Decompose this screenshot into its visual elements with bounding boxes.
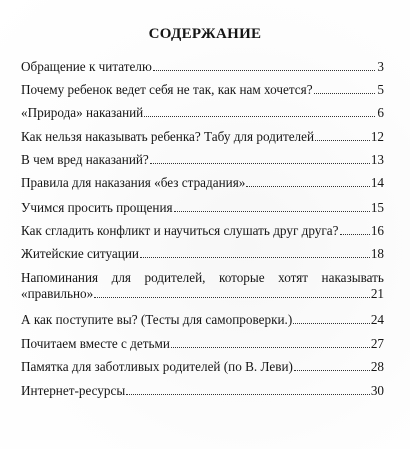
toc-entry-page: 30: [370, 383, 384, 398]
toc-entry: [21, 152, 384, 168]
dot-leader: [315, 139, 370, 141]
toc-entry: [21, 175, 384, 191]
toc-entry: [21, 82, 384, 98]
toc-entry-page: 5: [377, 82, 384, 97]
toc-entry: [21, 246, 384, 262]
toc-entry-page: 12: [370, 129, 384, 144]
toc-entry: [21, 223, 384, 239]
toc-entry-title: Интернет-ресурсы: [21, 383, 126, 398]
toc-entry: [21, 359, 384, 375]
toc-entry-multiline: [21, 270, 384, 302]
dot-leader: [171, 346, 370, 348]
toc-entry-title: Как сгладить конфликт и научиться слушать друг друга?: [21, 223, 339, 238]
toc-entry-title: В чем вред наказаний?: [21, 152, 149, 167]
toc-entry-page: 18: [370, 246, 384, 261]
toc-entry-page: 13: [370, 152, 384, 167]
toc-entry-title-line2: [21, 286, 384, 302]
dot-leader: [94, 296, 370, 298]
dot-leader: [153, 69, 375, 71]
toc-entry-title: А как поступите вы? (Тесты для самопроверки.): [21, 312, 293, 327]
toc-title: СОДЕРЖАНИЕ: [148, 26, 262, 42]
toc-entry-page: 27: [370, 336, 384, 351]
toc-entry-title: Учимся просить прощения: [21, 200, 173, 215]
dot-leader: [293, 322, 370, 324]
toc-entry-page: 14: [370, 175, 384, 190]
toc-entry-page: 15: [370, 200, 384, 215]
toc-entry-title-line1: [21, 270, 384, 286]
dot-leader: [150, 162, 370, 164]
toc-entry: [21, 129, 384, 145]
dot-leader: [140, 256, 370, 258]
toc-entry-title: «правильно»: [21, 286, 94, 301]
toc-entry-page: 3: [377, 59, 384, 74]
toc-entry-page: 24: [370, 312, 384, 327]
toc-word: Напоминания: [21, 270, 99, 285]
toc-word: которые: [218, 270, 265, 285]
toc-word: родителей,: [144, 270, 206, 285]
toc-word: наказывать: [321, 270, 384, 285]
dot-leader: [126, 393, 370, 395]
toc-entry: [21, 312, 384, 328]
toc-entry-title: Почитаем вместе с детьми: [21, 336, 170, 351]
toc-entry-page: 6: [377, 105, 384, 120]
dot-leader: [246, 185, 369, 187]
toc-entry-title: Как нельзя наказывать ребенка? Табу для родителей: [21, 129, 315, 144]
dot-leader: [294, 369, 370, 371]
toc-entry: [21, 336, 384, 352]
dot-leader: [340, 233, 370, 235]
toc-entry-title: Обращение к читателю: [21, 59, 152, 74]
toc-entry-title: Житейские ситуации: [21, 246, 139, 261]
dot-leader: [174, 210, 370, 212]
toc-entry-title: Правила для наказания «без страдания»: [21, 175, 246, 190]
toc-entry-page: 21: [370, 286, 384, 301]
toc-entry: [21, 59, 384, 75]
toc-entry: [21, 105, 384, 121]
toc-entry: [21, 383, 384, 399]
toc-entry-title: «Природа» наказаний: [21, 105, 144, 120]
toc-entry: [21, 200, 384, 216]
toc-entry-title: Памятка для заботливых родителей (по В. Леви): [21, 359, 293, 374]
dot-leader: [314, 92, 375, 94]
toc-entry-page: 16: [370, 223, 384, 238]
toc-entry-title: Почему ребенок ведет себя не так, как нам хочется?: [21, 82, 313, 97]
dot-leader: [144, 115, 375, 117]
toc-word: хотят: [278, 270, 309, 285]
toc-word: для: [111, 270, 131, 285]
toc-entry-page: 28: [370, 359, 384, 374]
